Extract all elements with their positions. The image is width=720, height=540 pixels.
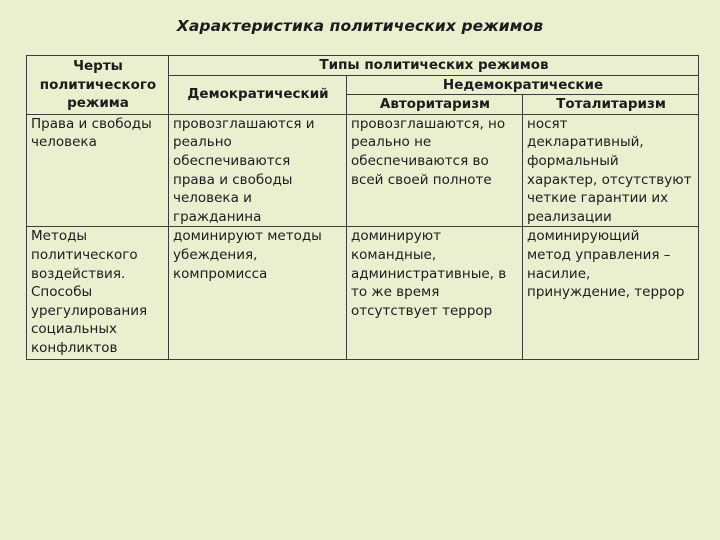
nondemocratic-header: Недемократические [442,76,604,93]
totalitarian-cell [523,227,699,359]
democratic-header-cell [169,75,347,114]
header-row-1 [27,56,699,76]
features-header-cell [27,56,169,115]
authoritarian-rights: провозглашаются, но реально не обеспечиваются во всей своей полноте [351,115,506,188]
democratic-cell [169,227,347,359]
democratic-header: Демократический [187,86,329,103]
democratic-methods: доминируют методы убеждения, компромисса [173,228,322,282]
authoritarian-methods: доминируют командные, административные, в то же время отсутствует террор [351,228,507,319]
authoritarian-cell [347,227,523,359]
features-header: Черты политического режима [39,58,157,112]
table-row [27,114,699,227]
democratic-cell [169,114,347,227]
nondemocratic-header-cell [347,75,699,95]
authoritarian-cell [347,114,523,227]
democratic-rights: провозглашаются и реально обеспечиваются права и свободы человека и гражданина [173,115,315,225]
types-header: Типы политических режимов [319,57,549,73]
authoritarianism-header-cell [347,95,523,115]
totalitarian-methods: доминирующий метод управления – насилие, принуждение, террор [527,228,685,301]
political-regimes-table [26,55,699,360]
feature-methods: Методы политического воздействия. Способы урегулирования социальных конфликтов [31,228,148,356]
authoritarianism-header: Авторитаризм [379,96,491,113]
feature-cell [27,227,169,359]
totalitarian-rights: носят декларативный, формальный характер, отсутствуют четкие гарантии их реализации [527,115,692,225]
totalitarianism-header: Тоталитаризм [556,96,666,113]
totalitarian-cell [523,114,699,227]
feature-cell [27,114,169,227]
totalitarianism-header-cell [523,95,699,115]
types-header-cell [169,56,699,76]
page-title: Характеристика политических режимов [176,17,544,35]
table-row [27,227,699,359]
feature-rights: Права и свободы человека [31,115,152,151]
